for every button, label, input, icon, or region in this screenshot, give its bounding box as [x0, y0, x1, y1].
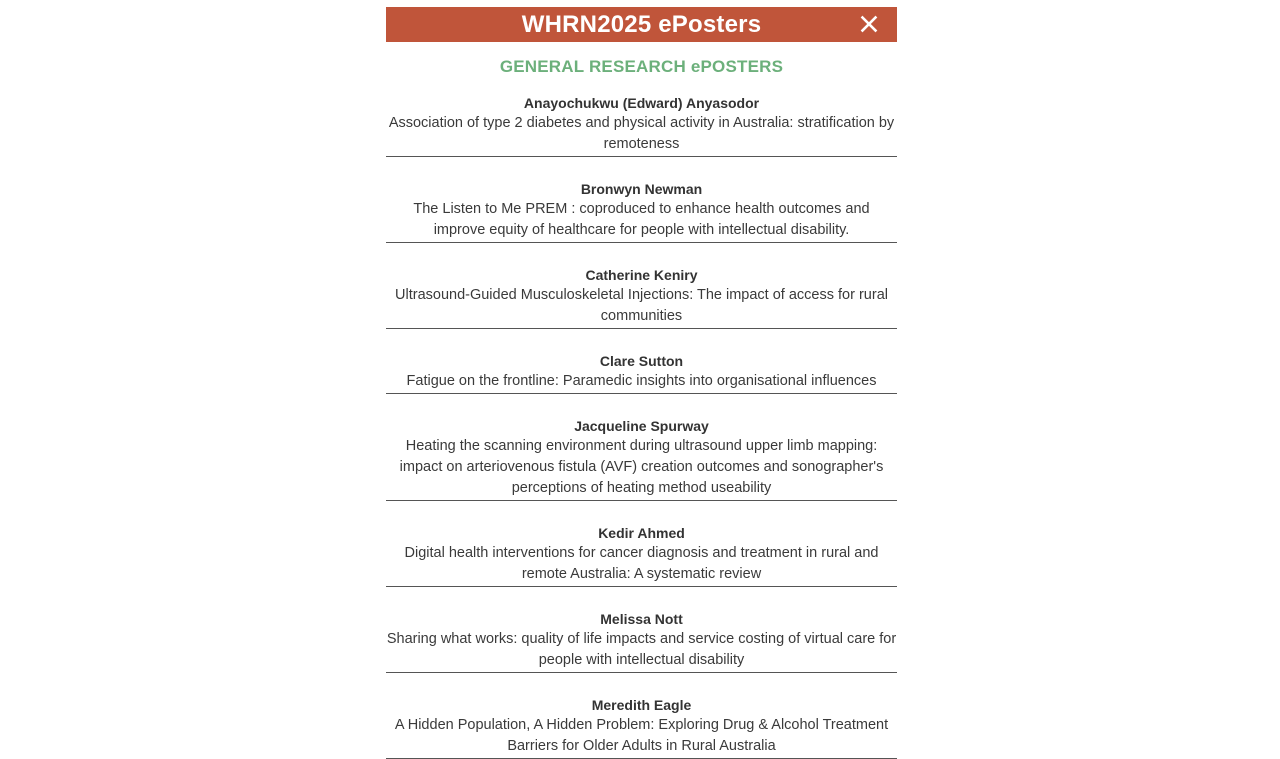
panel-header [386, 7, 897, 42]
poster-title[interactable]: Heating the scanning environment during ultrasound upper limb mapping: impact on arteriovenous fistula (AVF) creation outcomes and sonographer's perceptions of heating method useability [399, 438, 884, 496]
poster-author: Meredith Eagle [591, 697, 692, 713]
poster-title[interactable]: Sharing what works: quality of life impacts and service costing of virtual care for people with intellectual disability [386, 631, 897, 668]
poster-title[interactable]: A Hidden Population, A Hidden Problem: Exploring Drug & Alcohol Treatment Barriers for Older Adults in Rural Australia [394, 717, 889, 754]
poster-title[interactable]: Digital health interventions for cancer diagnosis and treatment in rural and remote Australia: A systematic review [404, 545, 879, 582]
poster-author: Bronwyn Newman [580, 181, 703, 197]
poster-item[interactable] [386, 691, 897, 759]
poster-author: Kedir Ahmed [598, 525, 685, 541]
poster-author: Catherine Keniry [585, 267, 698, 283]
poster-title[interactable]: Ultrasound-Guided Musculoskeletal Injections: The impact of access for rural communities [395, 287, 888, 324]
poster-author: Jacqueline Spurway [574, 418, 709, 434]
panel-title: WHRN2025 ePosters [521, 10, 762, 38]
poster-item[interactable] [386, 412, 897, 501]
poster-item[interactable] [386, 347, 897, 394]
poster-item[interactable] [386, 519, 897, 587]
poster-title[interactable]: Association of type 2 diabetes and physical activity in Australia: stratification by remoteness [388, 115, 895, 152]
poster-author: Clare Sutton [599, 353, 684, 369]
poster-list [386, 89, 897, 759]
poster-author: Melissa Nott [600, 611, 683, 627]
poster-item[interactable] [386, 175, 897, 243]
poster-item[interactable] [386, 261, 897, 329]
section-heading: GENERAL RESEARCH ePOSTERS [499, 57, 784, 76]
poster-title[interactable]: The Listen to Me PREM : coproduced to enhance health outcomes and improve equity of healthcare for people with intellectual disability. [413, 201, 870, 238]
poster-author: Anayochukwu (Edward) Anyasodor [523, 95, 760, 111]
poster-item[interactable] [386, 89, 897, 157]
eposters-panel [386, 7, 897, 754]
close-icon[interactable] [861, 16, 877, 32]
poster-item[interactable] [386, 605, 897, 673]
poster-title[interactable]: Fatigue on the frontline: Paramedic insights into organisational influences [406, 373, 877, 389]
